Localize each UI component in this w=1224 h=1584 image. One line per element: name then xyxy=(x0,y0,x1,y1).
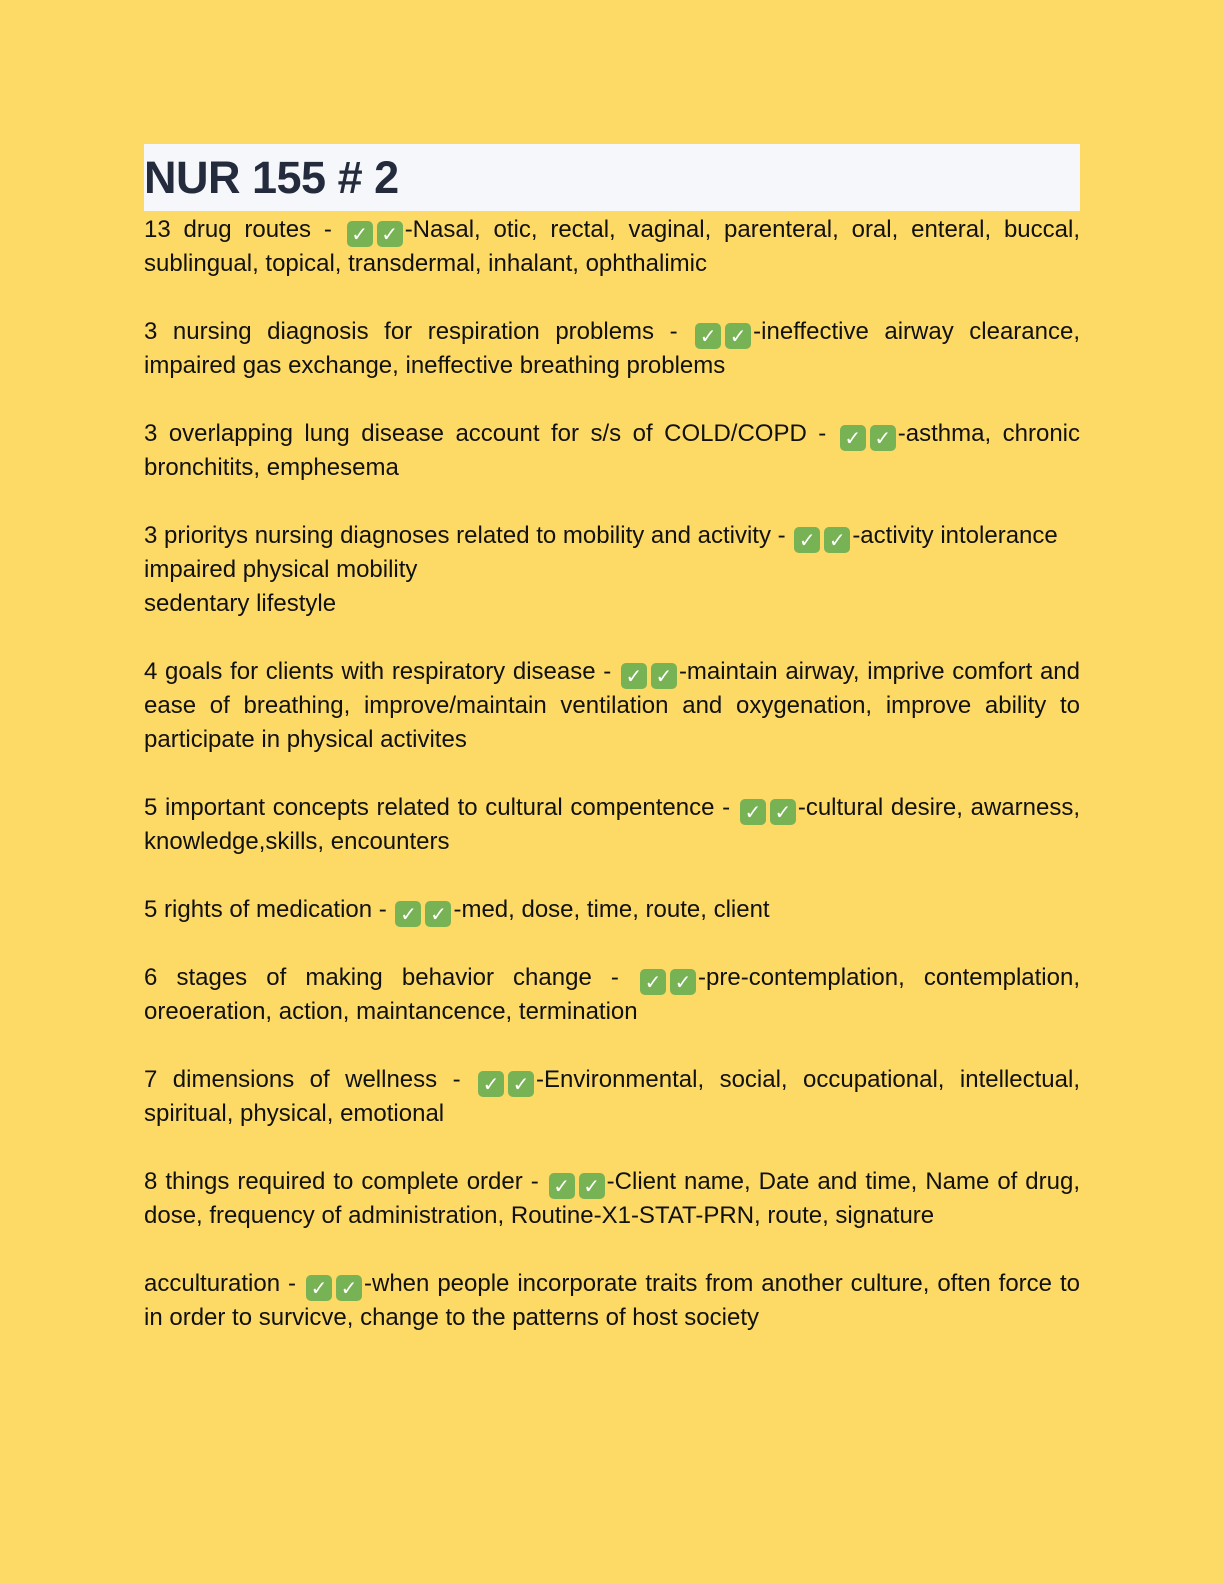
check-mark-icon: ✓ xyxy=(336,1275,362,1301)
entry-term: 7 dimensions of wellness - xyxy=(144,1066,461,1093)
entry-answer: -cultural desire, awarness, knowledge,skills, encounters xyxy=(144,794,1081,855)
check-mark-icon: ✓ xyxy=(725,323,751,349)
check-mark-icon: ✓ xyxy=(621,663,647,689)
flashcard-entry xyxy=(144,655,1080,757)
check-mark-icon: ✓ xyxy=(306,1275,332,1301)
entry-term: acculturation - xyxy=(144,1270,297,1297)
entry-answer: -maintain airway, imprive comfort and ease of breathing, improve/maintain ventilation and oxygenation, improve ability to participate in physical activites xyxy=(144,658,1080,753)
document-title: NUR 155 # 2 xyxy=(144,152,399,203)
entry-answer-line: impaired physical mobility xyxy=(144,556,418,583)
flashcard-entry xyxy=(144,961,1080,1029)
check-mark-icon: ✓ xyxy=(425,901,451,927)
check-mark-icon: ✓ xyxy=(395,901,421,927)
entry-term: 3 prioritys nursing diagnoses related to mobility and activity - xyxy=(144,522,786,549)
entry-answer: -pre-contemplation, contemplation, oreoeration, action, maintancence, termination xyxy=(144,964,1081,1025)
check-mark-icon: ✓ xyxy=(840,425,866,451)
entry-term: 6 stages of making behavior change - xyxy=(144,964,619,991)
check-mark-icon: ✓ xyxy=(651,663,677,689)
entry-term: 3 nursing diagnosis for respiration problems - xyxy=(144,318,678,345)
check-mark-icon: ✓ xyxy=(770,799,796,825)
check-mark-icon: ✓ xyxy=(347,221,373,247)
check-mark-icon: ✓ xyxy=(794,527,820,553)
check-mark-icon: ✓ xyxy=(670,969,696,995)
check-mark-icon: ✓ xyxy=(824,527,850,553)
check-mark-icon: ✓ xyxy=(740,799,766,825)
entry-answer: -when people incorporate traits from another culture, often force to in order to survicve, change to the patterns of host society xyxy=(144,1270,1080,1331)
entry-term: 13 drug routes - xyxy=(144,216,332,243)
flashcard-entry xyxy=(144,519,1080,621)
flashcard-entry xyxy=(144,1267,1080,1335)
flashcard-entry xyxy=(144,893,1080,927)
flashcard-entry xyxy=(144,1165,1080,1233)
check-mark-icon: ✓ xyxy=(640,969,666,995)
title-bar xyxy=(144,144,1080,211)
entry-term: 5 rights of medication - xyxy=(144,896,387,923)
entry-answer: -asthma, chronic bronchitits, emphesema xyxy=(144,420,1080,481)
entry-answer-line: sedentary lifestyle xyxy=(144,590,337,617)
entry-answer: -Client name, Date and time, Name of drug, dose, frequency of administration, Routine-X1-STAT-PRN, route, signature xyxy=(144,1168,1081,1229)
flashcard-entry xyxy=(144,791,1080,859)
entry-term: 5 important concepts related to cultural compentence - xyxy=(144,794,731,821)
entry-term: 3 overlapping lung disease account for s/s of COLD/COPD - xyxy=(144,420,827,447)
entry-term: 8 things required to complete order - xyxy=(144,1168,539,1195)
entry-term: 4 goals for clients with respiratory disease - xyxy=(144,658,612,685)
flashcard-entry xyxy=(144,213,1080,281)
check-mark-icon: ✓ xyxy=(478,1071,504,1097)
document-body xyxy=(144,144,1080,1369)
check-mark-icon: ✓ xyxy=(870,425,896,451)
check-mark-icon: ✓ xyxy=(549,1173,575,1199)
check-mark-icon: ✓ xyxy=(377,221,403,247)
flashcard-list xyxy=(144,213,1080,1335)
flashcard-entry xyxy=(144,417,1080,485)
entry-answer: -ineffective airway clearance, impaired gas exchange, ineffective breathing problems xyxy=(144,318,1080,379)
entry-answer: -med, dose, time, route, client xyxy=(453,896,770,923)
entry-answer: -Environmental, social, occupational, intellectual, spiritual, physical, emotional xyxy=(144,1066,1080,1127)
check-mark-icon: ✓ xyxy=(695,323,721,349)
check-mark-icon: ✓ xyxy=(508,1071,534,1097)
check-mark-icon: ✓ xyxy=(579,1173,605,1199)
entry-answer: -activity intolerance xyxy=(852,522,1058,549)
flashcard-entry xyxy=(144,315,1080,383)
entry-answer: -Nasal, otic, rectal, vaginal, parenteral, oral, enteral, buccal, sublingual, topical, transdermal, inhalant, ophthalimic xyxy=(144,216,1081,277)
flashcard-entry xyxy=(144,1063,1080,1131)
